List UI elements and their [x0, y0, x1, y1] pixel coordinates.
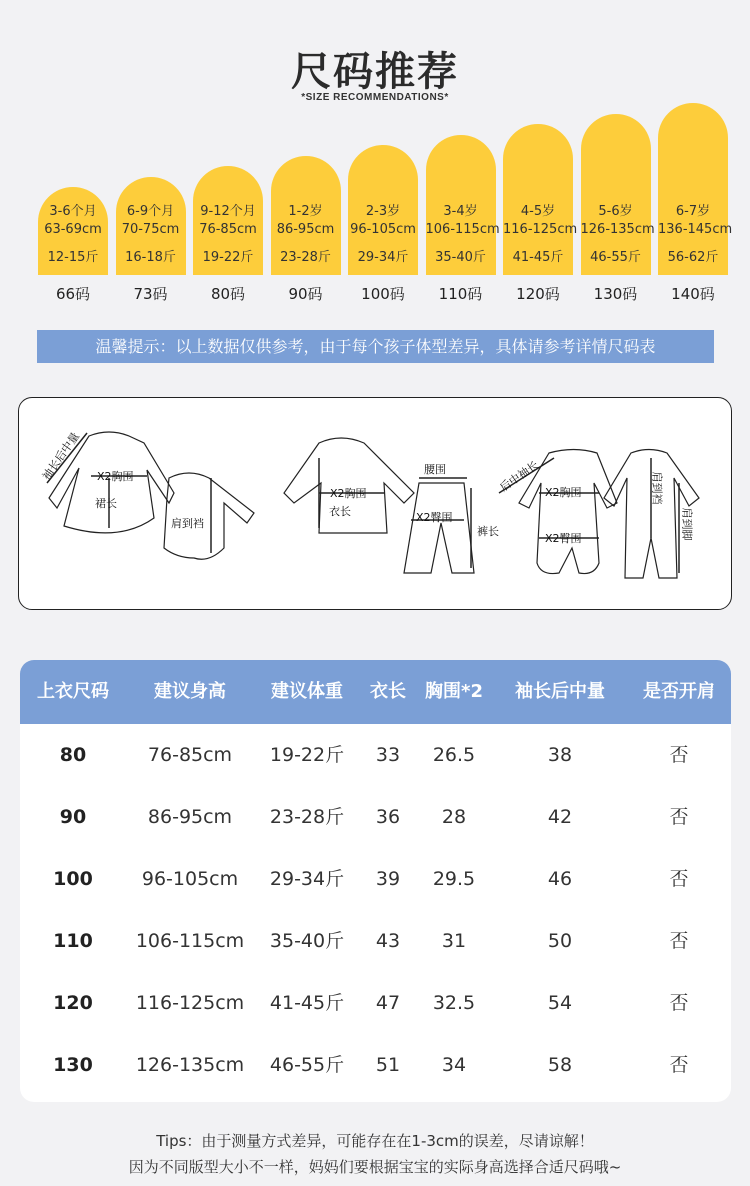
label-waist: 腰围 — [424, 463, 446, 476]
table-cell: 否 — [669, 1054, 689, 1076]
size-bar-height: 86-95cm — [276, 222, 335, 237]
size-bar-height: 63-69cm — [44, 222, 102, 237]
table-row — [20, 724, 731, 786]
size-bar — [193, 166, 263, 275]
size-bar — [38, 187, 108, 275]
label-sleeve-back: 袖长后中量 — [39, 430, 83, 483]
notice-banner: 温馨提示：以上数据仅供参考，由于每个孩子体型差异，具体请参考详情尺码表 — [37, 330, 714, 363]
size-bar — [116, 177, 186, 276]
table-cell: 58 — [547, 1054, 573, 1076]
table-row — [20, 786, 731, 848]
table-cell: 41-45斤 — [269, 992, 345, 1014]
table-row — [20, 1034, 731, 1096]
table-cell: 29.5 — [432, 868, 476, 890]
size-bar — [425, 135, 500, 276]
size-code: 100码 — [361, 285, 405, 303]
size-bar-weight: 56-62斤 — [667, 250, 719, 265]
table-cell: 36 — [375, 806, 401, 828]
size-code: 110码 — [438, 285, 483, 303]
table-cell: 38 — [547, 744, 573, 766]
table-cell: 47 — [375, 992, 401, 1014]
table-header-cell: 是否开肩 — [643, 681, 715, 702]
table-cell: 100 — [53, 868, 93, 890]
table-cell: 120 — [53, 992, 93, 1014]
table-cell: 54 — [547, 992, 573, 1014]
table-cell: 33 — [375, 744, 401, 766]
table-cell: 29-34斤 — [269, 868, 345, 890]
size-bar-height: 76-85cm — [199, 222, 257, 237]
size-bar-age: 4-5岁 — [520, 204, 556, 219]
table-header-cell: 衣长 — [370, 681, 406, 702]
size-code: 80码 — [210, 285, 246, 303]
table-cell: 否 — [669, 992, 689, 1014]
size-recommendation-bars — [38, 100, 733, 275]
table-header-cell: 胸围*2 — [425, 681, 483, 702]
garment-illustrations — [19, 398, 733, 611]
size-bar — [580, 114, 655, 276]
label-skirt-length: 裙长 — [95, 497, 117, 510]
table-header-cell: 建议身高 — [154, 681, 226, 702]
size-bar — [348, 145, 418, 275]
size-code: 140码 — [671, 285, 715, 303]
size-bar-weight: 19-22斤 — [202, 250, 254, 265]
table-header-cell: 建议体重 — [271, 681, 343, 702]
table-row — [20, 848, 731, 910]
label-chest-dress: X2胸围 — [97, 470, 134, 483]
size-code: 73码 — [133, 285, 168, 303]
table-cell: 90 — [59, 806, 87, 828]
label-body-length: 衣长 — [329, 505, 351, 518]
page-title: 尺码推荐 — [291, 49, 459, 95]
table-cell: 34 — [441, 1054, 467, 1076]
label-sleeve-back-romper: 后中袖长 — [497, 458, 542, 495]
table-cell: 31 — [441, 930, 467, 952]
label-chest-shirt: X2胸围 — [330, 487, 367, 500]
table-header — [20, 660, 731, 724]
label-hip-romper: X2臀围 — [545, 532, 582, 545]
table-cell: 42 — [547, 806, 573, 828]
size-bar-height: 70-75cm — [121, 222, 180, 237]
size-bar-age: 2-3岁 — [365, 204, 401, 219]
table-cell: 50 — [547, 930, 573, 952]
label-pants-length: 裤长 — [477, 525, 499, 538]
size-bar-height: 116-125cm — [503, 222, 578, 237]
size-code: 130码 — [593, 285, 638, 303]
size-bar-height: 126-135cm — [580, 222, 655, 237]
table-cell: 35-40斤 — [269, 930, 345, 952]
size-bar — [658, 103, 733, 275]
table-cell: 32.5 — [432, 992, 476, 1014]
size-code: 120码 — [516, 285, 560, 303]
size-bar-height: 136-145cm — [658, 222, 733, 237]
table-header-cell: 上衣尺码 — [37, 681, 109, 702]
size-bar-weight: 23-28斤 — [280, 250, 331, 265]
size-bar — [271, 156, 341, 276]
table-cell: 否 — [669, 930, 689, 952]
size-table — [20, 660, 731, 1102]
size-bar-weight: 29-34斤 — [357, 250, 409, 265]
size-bar-weight: 35-40斤 — [435, 250, 486, 265]
table-cell: 116-125cm — [135, 992, 245, 1014]
table-cell: 26.5 — [432, 744, 476, 766]
table-cell: 80 — [59, 744, 87, 766]
table-row — [20, 972, 731, 1034]
size-code: 90码 — [288, 285, 323, 303]
table-header-cell: 袖长后中量 — [515, 681, 605, 702]
table-cell: 126-135cm — [135, 1054, 245, 1076]
table-cell: 96-105cm — [141, 868, 239, 890]
size-bar-weight: 16-18斤 — [125, 250, 176, 265]
table-cell: 110 — [53, 930, 93, 952]
size-bar — [503, 124, 578, 275]
label-shoulder-crotch-romper: 肩到裆 — [650, 471, 664, 505]
tip-line-2: 因为不同版型大小不一样，妈妈们要根据宝宝的实际身高选择合适尺码哦~ — [128, 1158, 622, 1176]
label-hip: X2臀围 — [416, 511, 453, 524]
size-bar-weight: 12-15斤 — [47, 250, 99, 265]
size-bar-age: 9-12个月 — [200, 204, 256, 219]
size-bar-age: 3-4岁 — [443, 204, 478, 219]
size-bar-height: 106-115cm — [425, 222, 500, 237]
size-bar-weight: 46-55斤 — [590, 250, 641, 265]
size-bar-age: 6-7岁 — [675, 204, 711, 219]
label-shoulder-crotch: 肩到裆 — [171, 517, 204, 530]
table-cell: 46 — [547, 868, 573, 890]
size-bar-age: 6-9个月 — [126, 204, 175, 219]
table-row — [20, 910, 731, 972]
size-bar-age: 5-6岁 — [598, 204, 633, 219]
table-cell: 106-115cm — [135, 930, 245, 952]
measurement-diagram — [18, 397, 732, 610]
table-cell: 19-22斤 — [269, 744, 345, 766]
table-cell: 否 — [669, 744, 689, 766]
size-code: 66码 — [55, 285, 91, 303]
size-bar-age: 3-6个月 — [49, 204, 97, 219]
page-subtitle: *SIZE RECOMMENDATIONS* — [301, 92, 449, 103]
table-cell: 51 — [375, 1054, 401, 1076]
table-cell: 39 — [375, 868, 401, 890]
size-bar-height: 96-105cm — [350, 222, 416, 237]
label-chest-romper: X2胸围 — [545, 486, 582, 499]
table-cell: 43 — [375, 930, 401, 952]
size-bar-age: 1-2岁 — [288, 204, 323, 219]
size-bar-weight: 41-45斤 — [512, 250, 564, 265]
table-cell: 28 — [441, 806, 467, 828]
table-cell: 130 — [53, 1054, 93, 1076]
table-cell: 否 — [669, 868, 689, 890]
label-shoulder-foot: 肩到脚 — [680, 507, 694, 541]
table-cell: 86-95cm — [147, 806, 233, 828]
table-cell: 否 — [669, 806, 689, 828]
table-cell: 46-55斤 — [269, 1054, 345, 1076]
table-cell: 23-28斤 — [269, 806, 345, 828]
tip-line-1: Tips：由于测量方式差异，可能存在在1-3cm的误差，尽请谅解！ — [156, 1132, 594, 1150]
table-cell: 76-85cm — [147, 744, 233, 766]
